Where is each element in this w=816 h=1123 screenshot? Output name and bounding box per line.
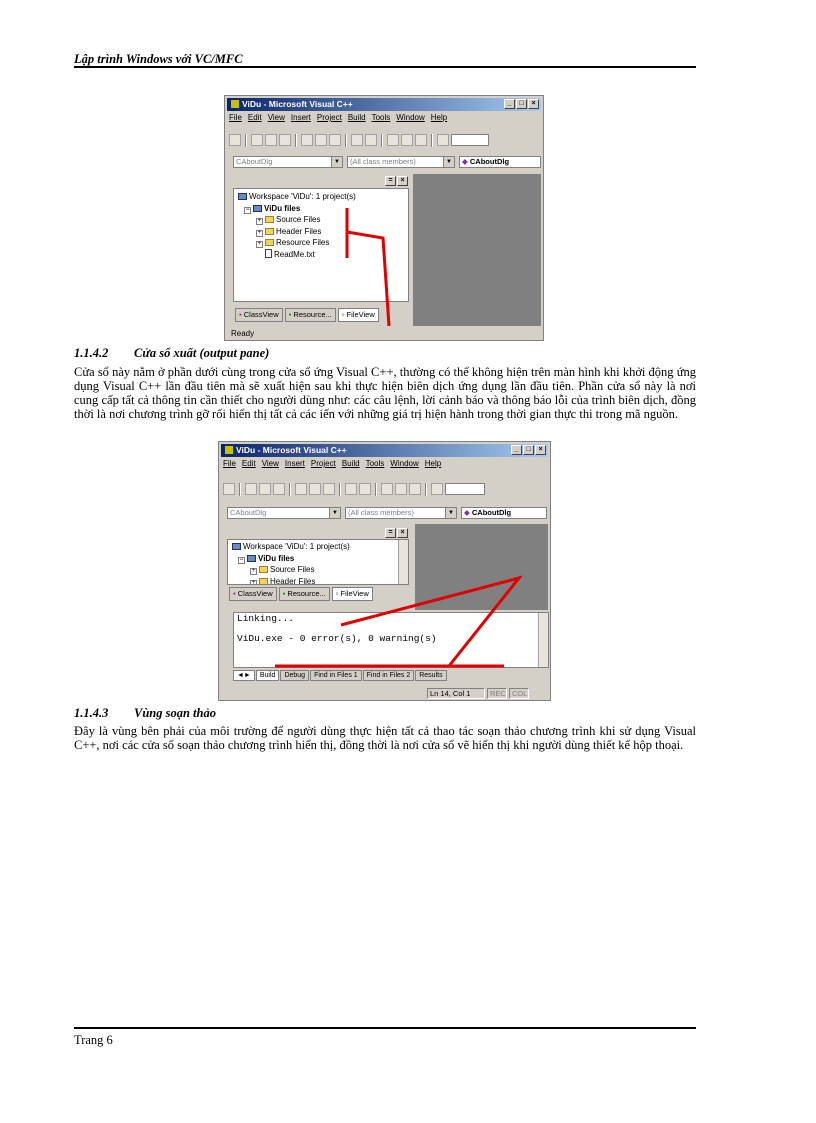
menu-tools[interactable]: Tools — [371, 113, 391, 122]
class-combo-value: CAboutDlg — [230, 508, 267, 517]
output-tabs — [233, 670, 447, 681]
tab-label: ClassView — [237, 589, 273, 598]
save-all-icon[interactable] — [279, 134, 291, 146]
fileview-icon: ▫ — [335, 589, 339, 598]
workspace-tabs — [229, 587, 373, 601]
close-icon[interactable]: × — [535, 445, 546, 455]
tree-project-label: ViDu files — [264, 203, 301, 213]
menu-view[interactable]: View — [267, 113, 285, 122]
app-icon — [231, 100, 239, 108]
pane-restore-icon[interactable]: = — [385, 528, 396, 538]
toolbar-separator — [345, 134, 347, 147]
tree-item-label: Header Files — [276, 226, 322, 236]
tree-item[interactable] — [238, 237, 356, 249]
maximize-icon[interactable]: □ — [516, 99, 527, 109]
title-bar — [227, 98, 541, 111]
section-title: Vùng soạn thảo — [134, 706, 216, 720]
tree-workspace-label: Workspace 'ViDu': 1 project(s) — [249, 192, 356, 201]
toolbar-separator — [295, 134, 297, 147]
figure-1-vc-window — [224, 95, 544, 341]
header-rule — [74, 66, 696, 68]
members-combo[interactable] — [347, 156, 455, 168]
pane-restore-icon[interactable]: = — [385, 176, 396, 186]
folder-icon — [265, 228, 274, 235]
tab-resourceview[interactable] — [285, 308, 336, 322]
tab-fileview[interactable] — [338, 308, 379, 322]
menu-build[interactable]: Build — [347, 113, 366, 122]
toolbar-separator — [339, 483, 341, 496]
tab-results[interactable]: Results — [415, 670, 446, 681]
menu-build[interactable]: Build — [341, 459, 360, 468]
tree-item[interactable] — [238, 226, 356, 238]
output-tab-scroll-left[interactable]: ◄► — [233, 670, 255, 681]
redo-icon[interactable] — [359, 483, 371, 495]
tree-workspace-label: Workspace 'ViDu': 1 project(s) — [243, 542, 350, 551]
expand-icon[interactable]: + — [257, 241, 262, 247]
tab-build[interactable]: Build — [256, 670, 280, 681]
menu-file[interactable]: File — [223, 459, 236, 468]
classview-icon: ▪ — [239, 310, 242, 319]
workspace-icon — [232, 543, 241, 550]
members-combo-value: (All class members) — [348, 508, 414, 517]
save-all-icon[interactable] — [273, 483, 285, 495]
workspace-tabs — [235, 308, 379, 322]
current-member-combo[interactable] — [459, 156, 541, 168]
maximize-icon[interactable]: □ — [523, 445, 534, 455]
menu-window[interactable]: Window — [396, 113, 425, 122]
open-icon[interactable] — [245, 483, 257, 495]
workspace-pane — [233, 188, 409, 302]
workspace-icon — [238, 193, 247, 200]
redo-icon[interactable] — [365, 134, 377, 146]
standard-toolbar — [223, 481, 546, 497]
open-icon[interactable] — [251, 134, 263, 146]
editor-area[interactable] — [413, 174, 541, 326]
tree-item-label: Header Files — [270, 576, 316, 584]
save-icon[interactable] — [259, 483, 271, 495]
new-file-icon[interactable] — [229, 134, 241, 146]
paste-icon[interactable] — [329, 134, 341, 146]
output-pane — [233, 612, 549, 668]
output-line: Linking... — [237, 613, 295, 624]
status-col: COL — [509, 688, 529, 699]
menu-view[interactable]: View — [261, 459, 279, 468]
folder-icon — [259, 578, 268, 585]
tab-fileview[interactable] — [332, 587, 373, 601]
toolbar-separator — [431, 134, 433, 147]
expand-icon[interactable]: + — [257, 229, 262, 236]
method-icon: ◆ — [462, 157, 468, 166]
output-line: ViDu.exe - 0 error(s), 0 warning(s) — [237, 633, 437, 644]
running-header: Lập trình Windows với VC/MFC — [74, 52, 243, 66]
standard-toolbar — [229, 132, 539, 148]
menu-bar — [229, 113, 447, 122]
menu-help[interactable]: Help — [424, 459, 442, 468]
current-member-value: CAboutDlg — [471, 508, 512, 517]
window-title: ViDu - Microsoft Visual C++ — [242, 99, 353, 109]
windows-icon[interactable] — [415, 134, 427, 146]
toolbar-separator — [245, 134, 247, 147]
minimize-icon[interactable]: _ — [504, 99, 515, 109]
output-icon[interactable] — [395, 483, 407, 495]
resource-icon: ▪ — [282, 589, 286, 598]
editor-area[interactable] — [415, 524, 548, 610]
tree-item[interactable] — [238, 249, 356, 261]
workspace-icon[interactable] — [387, 134, 399, 146]
minimize-icon[interactable]: _ — [511, 445, 522, 455]
class-combo[interactable] — [227, 507, 341, 519]
chevron-down-icon[interactable]: ▼ — [331, 157, 342, 167]
title-bar — [221, 444, 548, 457]
tree-item[interactable] — [232, 564, 350, 576]
tab-label: Resource... — [287, 589, 326, 598]
menu-insert[interactable]: Insert — [290, 113, 311, 122]
menu-edit[interactable]: Edit — [241, 459, 256, 468]
toolbar-separator — [425, 483, 427, 496]
undo-icon[interactable] — [345, 483, 357, 495]
tree-project[interactable] — [232, 553, 350, 565]
pane-close-icon[interactable]: × — [397, 176, 408, 186]
toolbar-separator — [381, 134, 383, 147]
tab-classview[interactable] — [235, 308, 283, 322]
menu-bar — [223, 459, 441, 468]
toolbar-separator — [239, 483, 241, 496]
tab-debug[interactable]: Debug — [280, 670, 309, 681]
section-title: Cửa sổ xuất (output pane) — [134, 346, 270, 360]
menu-file[interactable]: File — [229, 113, 242, 122]
menu-project[interactable]: Project — [316, 113, 342, 122]
tab-classview[interactable] — [229, 587, 277, 601]
members-combo[interactable] — [345, 507, 457, 519]
members-combo-value: (All class members) — [350, 157, 416, 166]
section-number: 1.1.4.3 — [74, 706, 109, 720]
section-heading-1142 — [74, 346, 269, 361]
undo-icon[interactable] — [351, 134, 363, 146]
paste-icon[interactable] — [323, 483, 335, 495]
tree-workspace[interactable] — [238, 191, 356, 203]
find-input[interactable] — [445, 483, 485, 495]
collapse-icon[interactable]: − — [245, 206, 250, 213]
expand-icon[interactable]: + — [251, 568, 256, 574]
class-combo[interactable] — [233, 156, 343, 168]
project-icon — [247, 555, 256, 562]
cut-icon[interactable] — [301, 134, 313, 146]
tree-item[interactable] — [238, 214, 356, 226]
section-heading-1143 — [74, 706, 216, 721]
section-paragraph-1142: Cửa sổ này nằm ở phần dưới cùng trong cửa sổ ứng Visual C++, thường có thể không hiện trên màn hình khi khởi động ứng dụng Visual C++ lần đầu tiên mà sẽ xuất hiện sau khi thực hiện biên dịch ứng dụng lần đầu tiên. Phần cửa sổ này là nơi cung cấp tất cả thông tin cần thiết cho người dùng như: các câu lệnh, lời cảnh báo và thông báo lỗi của trình biên dịch, đồng thời là nơi chương trình gỡ rối hiển thị tất cả các iến với những giá trị hiện hành trong thời gian thực thi trong mã nguồn. — [74, 365, 696, 421]
close-icon[interactable]: × — [528, 99, 539, 109]
tree-project[interactable] — [238, 203, 356, 215]
current-member-value: CAboutDlg — [469, 157, 510, 166]
tab-resourceview[interactable] — [279, 587, 330, 601]
expand-icon[interactable]: + — [257, 218, 262, 224]
menu-help[interactable]: Help — [430, 113, 448, 122]
find-icon[interactable] — [437, 134, 449, 146]
copy-icon[interactable] — [309, 483, 321, 495]
folder-icon — [259, 566, 268, 573]
tree-item-label: ReadMe.txt — [274, 249, 315, 259]
classview-icon: ▪ — [233, 589, 236, 598]
folder-icon — [265, 239, 274, 246]
tree-item-label: Source Files — [276, 215, 321, 224]
section-number: 1.1.4.2 — [74, 346, 109, 360]
copy-icon[interactable] — [315, 134, 327, 146]
workspace-icon[interactable] — [381, 483, 393, 495]
find-icon[interactable] — [431, 483, 443, 495]
folder-icon — [265, 216, 274, 223]
window-title: ViDu - Microsoft Visual C++ — [236, 445, 347, 455]
tab-label: Resource... — [293, 310, 332, 319]
resource-icon: ▪ — [288, 310, 292, 319]
chevron-down-icon[interactable]: ▼ — [443, 157, 454, 167]
menu-project[interactable]: Project — [310, 459, 336, 468]
menu-tools[interactable]: Tools — [365, 459, 385, 468]
menu-window[interactable]: Window — [390, 459, 419, 468]
chevron-down-icon[interactable]: ▼ — [329, 508, 340, 518]
fileview-icon: ▫ — [341, 310, 345, 319]
menu-insert[interactable]: Insert — [284, 459, 305, 468]
tree-item-label: Source Files — [270, 565, 315, 574]
find-input[interactable] — [451, 134, 489, 146]
tree-item[interactable] — [232, 576, 350, 585]
save-icon[interactable] — [265, 134, 277, 146]
workspace-pane — [227, 539, 409, 585]
toolbar-separator — [289, 483, 291, 496]
menu-edit[interactable]: Edit — [247, 113, 262, 122]
new-file-icon[interactable] — [223, 483, 235, 495]
tab-label: ClassView — [243, 310, 279, 319]
status-rec: REC — [487, 688, 507, 699]
current-member-combo[interactable] — [461, 507, 547, 519]
cut-icon[interactable] — [295, 483, 307, 495]
collapse-icon[interactable]: − — [239, 556, 244, 563]
expand-icon[interactable]: + — [250, 580, 257, 585]
tab-find-in-files-1[interactable]: Find in Files 1 — [310, 670, 362, 681]
document-icon — [265, 249, 272, 258]
windows-icon[interactable] — [409, 483, 421, 495]
output-icon[interactable] — [401, 134, 413, 146]
status-position: Ln 14, Col 1 — [427, 688, 485, 699]
toolbar-separator — [375, 483, 377, 496]
section-paragraph-1143: Đây là vùng bên phải của môi trường để người dùng thực hiện tất cả thao tác soạn thảo chương trình khi sử dụng Visual C++, nơi các cửa sổ soạn thảo chương trình hiển thị, đồng thời là nơi cửa sổ vẽ hiển thị khi người dùng thiết kế hộp thoại. — [74, 724, 696, 752]
class-combo-value: CAboutDlg — [236, 157, 273, 166]
tab-label: FileView — [340, 589, 369, 598]
tree-project-label: ViDu files — [258, 553, 295, 563]
footer-rule — [74, 1027, 696, 1029]
tab-find-in-files-2[interactable]: Find in Files 2 — [363, 670, 415, 681]
file-tree — [232, 541, 350, 584]
method-icon: ◆ — [464, 508, 470, 517]
output-scrollbar[interactable] — [538, 613, 548, 667]
tab-label: FileView — [346, 310, 375, 319]
file-tree — [238, 191, 356, 260]
status-text: Ready — [231, 329, 255, 338]
chevron-down-icon[interactable]: ▼ — [445, 508, 456, 518]
pane-close-icon[interactable]: × — [397, 528, 408, 538]
tree-workspace[interactable] — [232, 541, 350, 553]
project-icon — [253, 205, 262, 212]
tree-item-label: Resource Files — [276, 238, 330, 247]
page-number: Trang 6 — [74, 1033, 113, 1047]
figure-2-vc-window — [218, 441, 551, 701]
app-icon — [225, 446, 233, 454]
tree-scrollbar[interactable] — [398, 540, 408, 584]
